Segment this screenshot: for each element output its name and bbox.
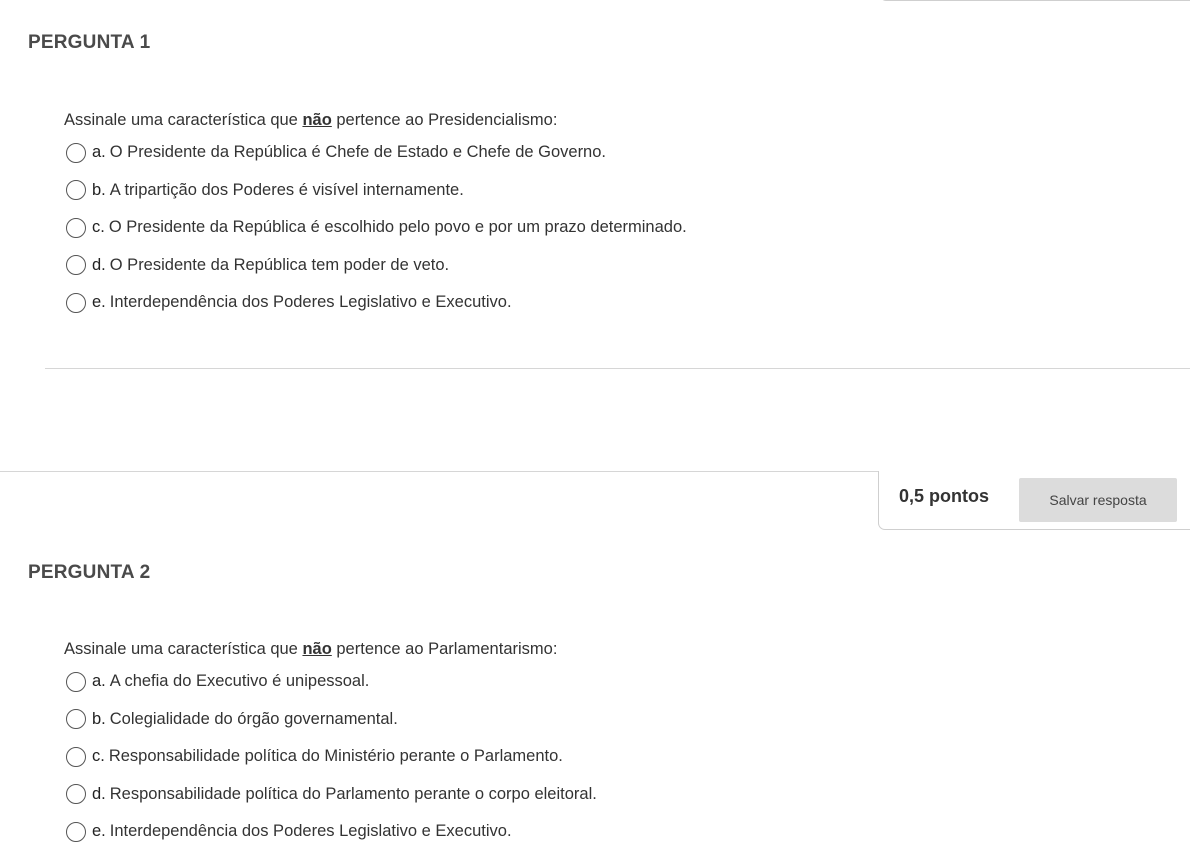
option-letter: c. [92,218,105,237]
option-letter: e. [92,293,106,312]
option-letter: d. [92,784,106,803]
option-letter: d. [92,255,106,274]
radio-button[interactable] [66,218,86,238]
radio-button[interactable] [66,255,86,275]
question-1-prompt-keyword: não [302,111,332,129]
question-1-prompt [64,111,557,130]
option-text: Interdependência dos Poderes Legislativo e Executivo. [109,822,512,841]
question-1-option-e[interactable] [66,284,687,322]
question-2-prompt-start: Assinale uma característica que [64,640,303,658]
option-text: Responsabilidade política do Parlamento perante o corpo eleitoral. [109,784,597,803]
points-value: 0,5 pontos [899,486,990,506]
option-text: A chefia do Executivo é unipessoal. [109,672,370,691]
question-2-prompt-keyword: não [302,640,332,658]
question-1-option-a[interactable] [66,134,687,172]
option-letter: a. [92,143,106,162]
question-2-options [66,663,597,851]
radio-button[interactable] [66,180,86,200]
option-text: O Presidente da República é escolhido pelo povo e por um prazo determinado. [108,218,687,237]
radio-button[interactable] [66,143,86,163]
option-text: Interdependência dos Poderes Legislativo e Executivo. [109,293,512,312]
question-2-points-card [878,471,1190,530]
option-letter: b. [92,709,106,728]
option-text: Responsabilidade política do Ministério perante o Parlamento. [108,747,563,766]
question-2-prompt [64,640,557,659]
question-2-option-d[interactable] [66,776,597,814]
save-answer-button[interactable]: Salvar resposta [1019,478,1177,522]
option-text: A tripartição dos Poderes é visível internamente. [109,180,464,199]
question-2-option-a[interactable] [66,663,597,701]
question-1-prompt-start: Assinale uma característica que [64,111,303,129]
option-letter: e. [92,822,106,841]
question-2-top-divider [0,471,880,472]
question-2-title: PERGUNTA 2 [28,562,151,583]
question-1-prompt-end: pertence ao Presidencialismo: [331,111,558,129]
question-1-divider [45,368,1190,369]
question-1-option-c[interactable] [66,209,687,247]
radio-button[interactable] [66,747,86,767]
option-text: Colegialidade do órgão governamental. [109,709,398,728]
question-1-options [66,134,687,322]
question-2-prompt-end: pertence ao Parlamentarismo: [331,640,558,658]
question-1-title: PERGUNTA 1 [28,32,151,53]
radio-button[interactable] [66,709,86,729]
question-2-option-b[interactable] [66,701,597,739]
radio-button[interactable] [66,784,86,804]
radio-button[interactable] [66,293,86,313]
question-1-option-d[interactable] [66,247,687,285]
question-2-option-c[interactable] [66,738,597,776]
radio-button[interactable] [66,672,86,692]
option-text: O Presidente da República é Chefe de Estado e Chefe de Governo. [109,143,606,162]
question-2-option-e[interactable] [66,813,597,851]
question-1-option-b[interactable] [66,172,687,210]
previous-question-card-edge [880,0,1190,1]
radio-button[interactable] [66,822,86,842]
option-text: O Presidente da República tem poder de veto. [109,255,450,274]
option-letter: c. [92,747,105,766]
option-letter: a. [92,672,106,691]
option-letter: b. [92,180,106,199]
